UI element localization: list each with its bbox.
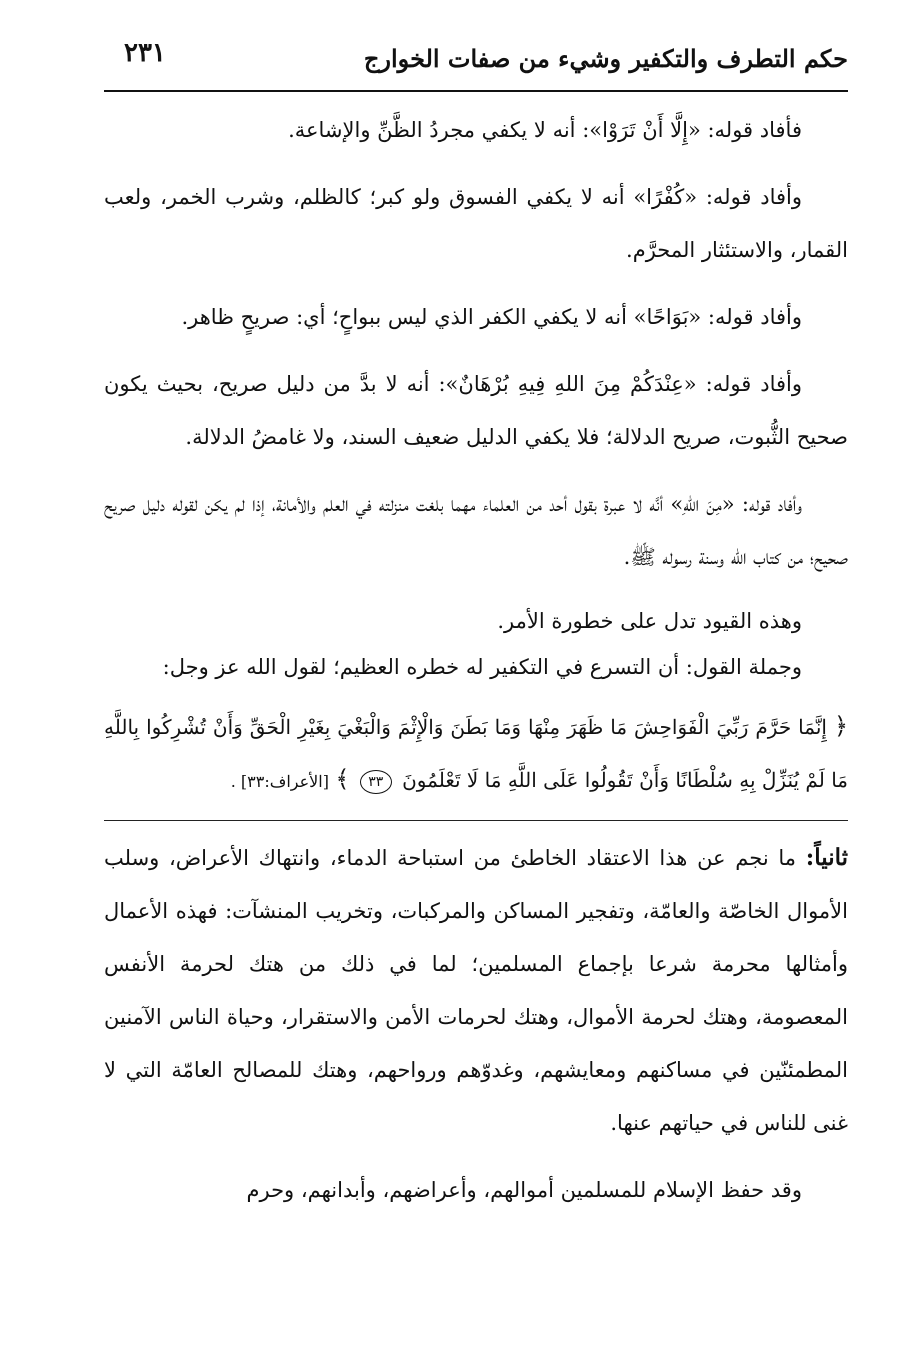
paragraph-bawahan: وأفاد قوله: «بَوَاحًا» أنه لا يكفي الكفر الذي ليس ببواحٍ؛ أي: صريحٍ ظاهر. xyxy=(181,305,802,329)
quran-verse-text: إِنَّمَا حَرَّمَ رَبِّيَ الْفَوَاحِشَ مَا ظَهَرَ مِنْهَا وَمَا بَطَنَ وَالْإِثْمَ وَالْبَغْيَ بِغَيْرِ الْحَقِّ وَأَنْ تُشْرِكُوا بِاللَّهِ مَا لَمْ يُنَزِّلْ بِهِ سُلْطَانًا وَأَنْ تَقُولُوا عَلَى اللَّهِ مَا لَا تَعْلَمُونَ xyxy=(104,715,848,792)
secondly-text: ما نجم عن هذا الاعتقاد الخاطئ من استباحة الدماء، وانتهاك الأعراض، وسلب الأموال الخاصّة والعامّة، وتفجير المساكن والمركبات، وتخريب المنشآت: فهذه الأعمال وأمثالها محرمة شرعا بإجماع المسلمين؛ لما في ذلك من هتك لحرمة الأنفس المعصومة، وهتك لحرمة الأموال، وهتك لحرمات الأمن والاستقرار، وحياة الناس الآمنين المطمئنّين في مساكنهم ومعايشهم، وغدوّهم ورواحهم، وهتك للمصالح العامّة التي لا غنى للناس في حياتهم عنها. xyxy=(104,846,848,1135)
page-body xyxy=(104,92,848,1217)
quran-close-ornament: ﴾ xyxy=(335,765,350,793)
page-number: ٢٣١ xyxy=(124,38,166,68)
ayah-number-medallion: ٣٣ xyxy=(360,770,392,794)
book-page xyxy=(104,34,848,1231)
paragraph-summary: وجملة القول: أن التسرع في التكفير له خطره العظيم؛ لقول الله عز وجل: xyxy=(162,655,802,679)
quran-reference: [الأعراف:٣٣] . xyxy=(230,772,329,791)
paragraph-illa-an-taraw: فأفاد قوله: «إِلَّا أَنْ تَرَوْا»: أنه لا يكفي مجردُ الظَّنِّ والإشاعة. xyxy=(288,118,802,142)
paragraph-min-allah: وأفاد قوله: «مِنَ اللهِ» أنَّه لا عبرة بقول أحد من العلماء مهما بلغت منزلته في العلم والأمانة، إذا لم يكن لقوله دليل صريح صحيح؛ من كتاب الله وسنة رسوله ﷺ. xyxy=(104,492,848,569)
paragraph-restrictions: وهذه القيود تدل على خطورة الأمر. xyxy=(497,609,802,633)
quran-open-ornament: ﴿ xyxy=(833,712,848,740)
running-title: حكم التطرف والتكفير وشيء من صفات الخوارج xyxy=(363,44,848,73)
secondly-heading: ثانياً: xyxy=(805,844,848,871)
paragraph-burhan: وأفاد قوله: «عِنْدَكُمْ مِنَ اللهِ فِيهِ بُرْهَانٌ»: أنه لا بدَّ من دليل صريح، بحيث يكون صحيح الثُّبوت، صريح الدلالة؛ فلا يكفي الدليل ضعيف السند، ولا غامضُ الدلالة. xyxy=(104,372,848,449)
paragraph-kufran: وأفاد قوله: «كُفْرًا» أنه لا يكفي الفسوق ولو كبر؛ كالظلم، وشرب الخمر، ولعب القمار، والاستئثار المحرَّم. xyxy=(104,185,848,262)
paragraph-secondly xyxy=(104,831,848,1150)
page-header xyxy=(104,34,848,92)
quran-verse-block xyxy=(104,700,848,821)
paragraph-islam-preserved: وقد حفظ الإسلام للمسلمين أموالهم، وأعراضهم، وأبدانهم، وحرم xyxy=(246,1178,802,1202)
